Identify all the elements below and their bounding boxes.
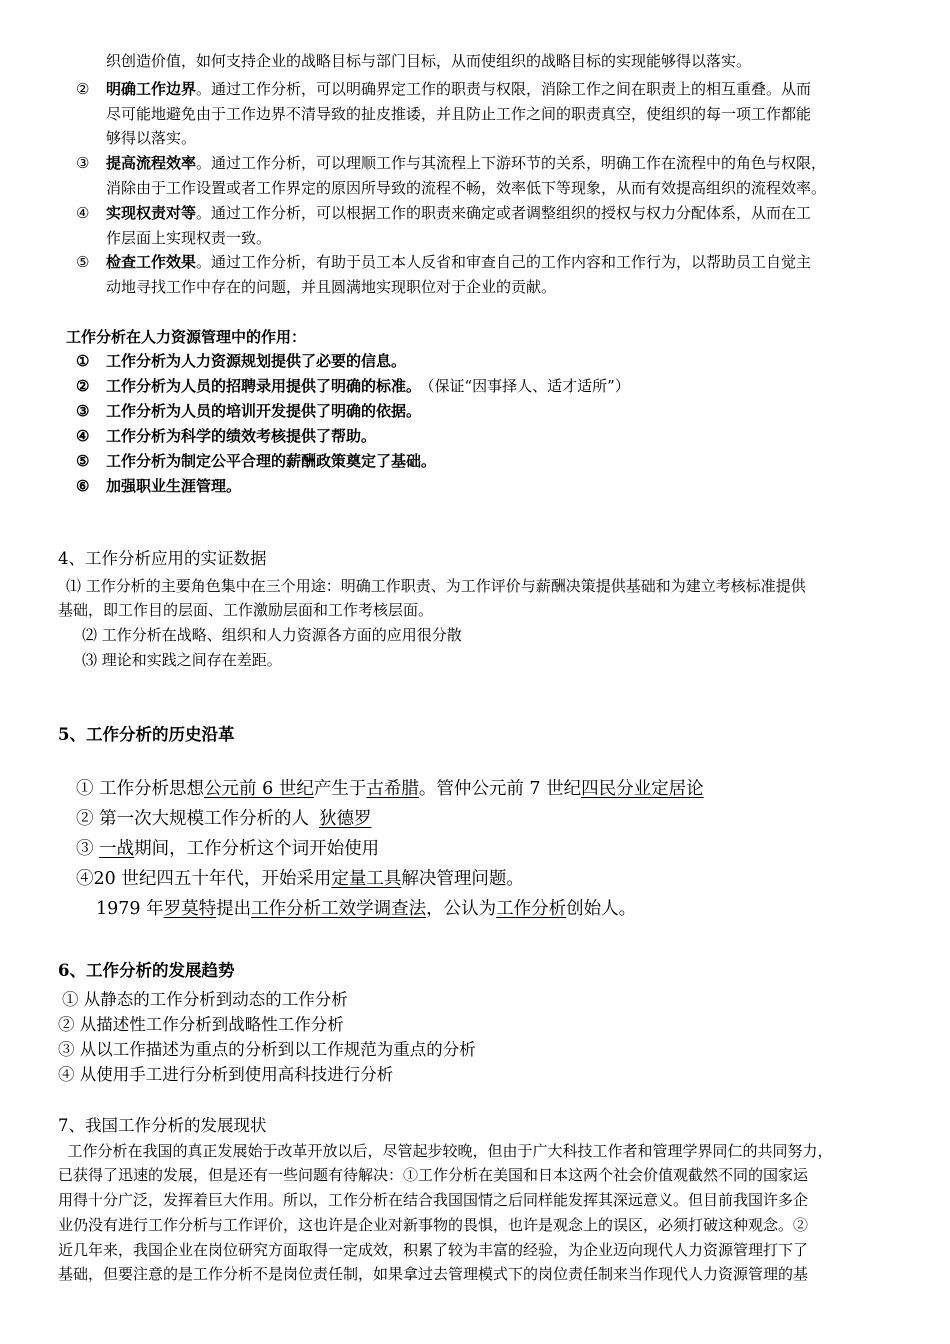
paragraph-line: 动地寻找工作中存在的问题，并且圆满地实现职位对于企业的贡献。 [106, 278, 557, 296]
item-title: 提高流程效率 [106, 154, 197, 172]
item-number: ⑤ [76, 452, 90, 470]
history-line [76, 805, 372, 833]
hr-role-item [76, 450, 436, 472]
trend-item: ② 从描述性工作分析到战略性工作分析 [58, 1015, 344, 1034]
hr-role-item [76, 425, 376, 447]
item-text: 。通过工作分析，有助于员工本人反省和审查自己的工作内容和工作行为，以帮助员工自觉主 [196, 253, 812, 271]
paragraph-line: 织创造价值，如何支持企业的战略目标与部门目标，从而使组织的战略目标的实现能够得以落实。 [106, 52, 752, 70]
paragraph-line: 用得十分广泛，发挥着巨大作用。所以，工作分析在结合我国国情之后同样能发挥其深远意义。但目前我国许多企 [58, 1191, 809, 1209]
trend-item: ④ 从使用手工进行分析到使用高科技进行分析 [58, 1065, 394, 1084]
item-number: ② [76, 80, 90, 98]
section-heading-4: 4、工作分析应用的实证数据 [58, 549, 267, 568]
section-heading-7: 7、我国工作分析的发展现状 [58, 1116, 267, 1135]
underlined-text: 四民分业定居论 [581, 779, 704, 799]
item-text: 工作分析为科学的绩效考核提供了帮助。 [106, 427, 377, 445]
underlined-text: 公元前 6 世纪 [204, 779, 314, 799]
text: 创始人。 [566, 899, 637, 919]
item-title: 明确工作边界 [106, 80, 197, 98]
underlined-text: 罗莫特 [163, 899, 217, 919]
item-text: 。通过工作分析，可以根据工作的职责来确定或者调整组织的授权与权力分配体系，从而在工 [196, 204, 812, 222]
item-note: （保证“因事择人、适才适所”） [427, 377, 630, 395]
hr-role-item [76, 400, 421, 422]
item-text: 工作分析为制定公平合理的薪酬政策奠定了基础。 [106, 452, 437, 470]
item-number: ④ [76, 427, 90, 445]
text: ③ [76, 839, 100, 859]
hr-role-item [76, 375, 630, 397]
paragraph-line: 工作分析在我国的真正发展始于改革开放以后，尽管起步较晚，但由于广大科技工作者和管理学界同仁的共同努力， [58, 1142, 833, 1160]
paragraph-line: ⑴ 工作分析的主要角色集中在三个用途：明确工作职责、为工作评价与薪酬决策提供基础和为建立考核标准提供 [66, 577, 806, 595]
hr-role-heading: 工作分析在人力资源管理中的作用： [66, 328, 307, 346]
item-number: ② [76, 377, 90, 395]
text: 产生于 [313, 779, 367, 799]
text: ④20 世纪四五十年代，开始采用 [76, 869, 332, 889]
paragraph-line: 尽可能地避免由于工作边界不清导致的扯皮推诿，并且防止工作之间的职责真空，使组织的每一项工作都能 [106, 105, 812, 123]
hr-role-item [76, 350, 406, 372]
item-text: 工作分析为人员的招聘录用提供了明确的标准。 [106, 377, 422, 395]
item-number: ④ [76, 204, 90, 222]
list-item-boundary [76, 78, 811, 100]
paragraph-line: 已获得了迅速的发展，但是还有一些问题有待解决：①工作分析在美国和日本这两个社会价值观截然不同的国家运 [58, 1166, 809, 1184]
underlined-text: 古希腊 [366, 779, 419, 799]
history-line [76, 835, 379, 863]
history-line [96, 895, 636, 923]
trend-item: ① 从静态的工作分析到动态的工作分析 [62, 990, 348, 1009]
item-title: 实现权责对等 [106, 204, 197, 222]
trend-item: ③ 从以工作描述为重点的分析到以工作规范为重点的分析 [58, 1040, 476, 1059]
underlined-text: 定量工具 [331, 869, 402, 889]
underlined-text: 工作分析 [496, 899, 567, 919]
item-text: 。通过工作分析，可以理顺工作与其流程上下游环节的关系，明确工作在流程中的角色与权限， [196, 154, 827, 172]
section-heading-5: 5、工作分析的历史沿革 [58, 725, 235, 744]
text: 提出 [216, 899, 252, 919]
paragraph-line: 近几年来，我国企业在岗位研究方面取得一定成效，积累了较为丰富的经验，为企业迈向现代人力资源管理打下了 [58, 1241, 809, 1259]
underlined-text: 一战 [99, 839, 135, 859]
paragraph-line: 够得以落实。 [106, 129, 197, 147]
history-line [76, 865, 524, 893]
list-item-efficiency [76, 152, 826, 174]
paragraph-line: 消除由于工作设置或者工作界定的原因所导致的流程不畅，效率低下等现象，从而有效提高组织的流程效率。 [106, 179, 827, 197]
item-text: 。通过工作分析，可以明确界定工作的职责与权限，消除工作之间在职责上的相互重叠。从而 [196, 80, 812, 98]
paragraph-line: ⑵ 工作分析在战略、组织和人力资源各方面的应用很分散 [82, 626, 462, 644]
text: 期间，工作分析这个词开始使用 [134, 839, 380, 859]
section-heading-6: 6、工作分析的发展趋势 [58, 961, 235, 980]
list-item-effect [76, 251, 811, 273]
text: ② 第一次大规模工作分析的人 [76, 809, 310, 829]
item-number: ⑥ [76, 477, 90, 495]
paragraph-line: 基础，但要注意的是工作分析不是岗位责任制，如果拿过去管理模式下的岗位责任制来当作现代人力资源管理的基 [58, 1265, 809, 1283]
text: 解决管理问题。 [401, 869, 524, 889]
item-text: 工作分析为人员的培训开发提供了明确的依据。 [106, 402, 422, 420]
underlined-text: 工作分析工效学调查法 [251, 899, 427, 919]
item-title: 检查工作效果 [106, 253, 197, 271]
item-number: ⑤ [76, 253, 90, 271]
paragraph-line: 业仍没有进行工作分析与工作评价，这也许是企业对新事物的畏惧，也许是观念上的误区，必须打破这种观念。② [58, 1216, 809, 1234]
history-line [76, 775, 704, 803]
item-number: ③ [76, 154, 90, 172]
text: ，公认为 [426, 899, 497, 919]
paragraph-line: 基础，即工作目的层面、工作激励层面和工作考核层面。 [58, 601, 434, 619]
item-text: 加强职业生涯管理。 [106, 477, 242, 495]
hr-role-item [76, 475, 241, 497]
item-number: ① [76, 352, 90, 370]
item-text: 工作分析为人力资源规划提供了必要的信息。 [106, 352, 407, 370]
text: ① 工作分析思想 [76, 779, 205, 799]
underlined-text: 狄德罗 [319, 809, 372, 829]
list-item-rights [76, 202, 811, 224]
paragraph-line: 作层面上实现权责一致。 [106, 229, 272, 247]
paragraph-line: ⑶ 理论和实践之间存在差距。 [82, 651, 282, 669]
item-number: ③ [76, 402, 90, 420]
text: 。管仲公元前 7 世纪 [418, 779, 582, 799]
text: 1979 年 [96, 899, 164, 919]
